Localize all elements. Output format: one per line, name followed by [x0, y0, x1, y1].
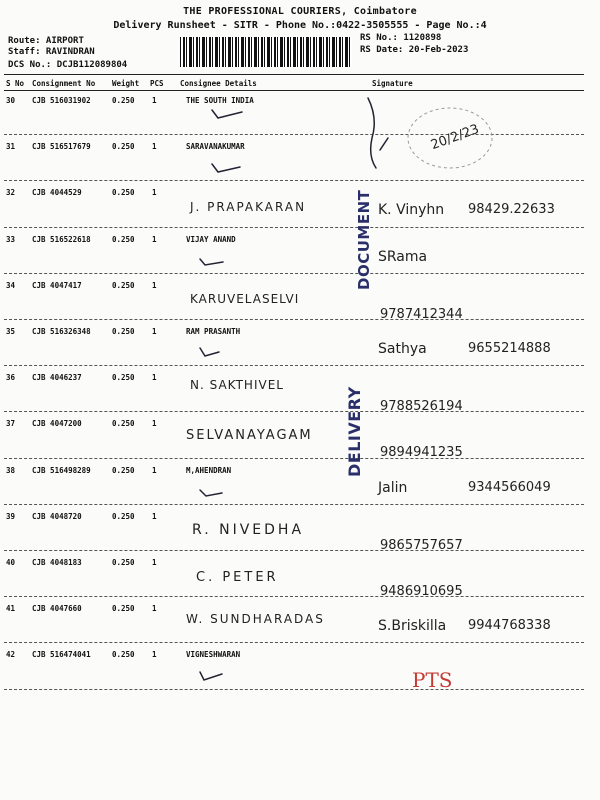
rs-date: RS Date: 20-Feb-2023 [360, 45, 469, 55]
row-phone: 9865757657 [380, 537, 463, 553]
row-weight: 0.250 [112, 280, 135, 290]
row-consignment-no: CJB 4044529 [32, 188, 82, 198]
row-sno: 32 [6, 188, 16, 198]
hand-name-39: R. NIVEDHA [192, 522, 305, 538]
row-consignment-no: CJB 516326348 [32, 327, 91, 336]
row-consignment-no: CJB 516522618 [32, 234, 91, 244]
row-phone: 9894941235 [380, 445, 463, 461]
row-pcs: 1 [152, 419, 157, 429]
row-phone: 9486910695 [380, 584, 463, 599]
row-phone: 9944768338 [468, 618, 551, 634]
row-weight: 0.250 [112, 373, 135, 383]
row-consignee: VIJAY ANAND [186, 234, 236, 244]
row-phone: 9787412344 [380, 306, 463, 322]
company-title: THE PROFESSIONAL COURIERS, Coimbatore [183, 6, 417, 17]
row-sno: 36 [6, 373, 16, 383]
check-mark-30 [212, 110, 242, 118]
row-consignment-no: CJB 4048183 [32, 558, 82, 567]
check-mark-35 [200, 348, 219, 356]
row-weight: 0.250 [112, 558, 135, 567]
check-mark-33 [200, 259, 223, 265]
col-signature: Signature [372, 79, 413, 88]
row-sno: 31 [6, 142, 16, 152]
row-weight: 0.250 [112, 650, 135, 660]
signature-scribble-31 [380, 138, 388, 150]
row-signature: K. Vinyhn [378, 202, 445, 219]
row-pcs: 1 [152, 558, 157, 567]
row-consignment-no: CJB 516498289 [32, 465, 91, 475]
row-sno: 42 [6, 650, 16, 660]
row-signature: Jalin [378, 479, 408, 496]
row-consignee: M,AHENDRAN [186, 465, 232, 475]
staff: Staff: RAVINDRAN [8, 47, 95, 57]
row-pcs: 1 [152, 234, 157, 244]
row-pcs: 1 [152, 465, 157, 475]
row-phone: 9344566049 [468, 479, 551, 495]
row-sno: 30 [6, 96, 16, 105]
row-consignee: VIGNESHWARAN [186, 650, 241, 660]
runsheet-title: Delivery Runsheet - SITR - Phone No.:0422-3505555 - Page No.:4 [113, 20, 487, 31]
row-signature: SRama [378, 248, 428, 265]
row-consignee: SARAVANAKUMAR [186, 142, 245, 152]
row-sno: 33 [6, 234, 16, 244]
check-mark-31 [212, 164, 240, 172]
row-sno: 41 [6, 604, 16, 614]
row-pcs: 1 [152, 96, 157, 105]
row-weight: 0.250 [112, 511, 135, 521]
row-weight: 0.250 [112, 465, 135, 475]
signature-scribble-30 [368, 98, 376, 168]
hand-name-36: N. SAKTHIVEL [190, 378, 284, 392]
col-sno: S No [6, 79, 25, 88]
row-consignment-no: CJB 4047417 [32, 280, 82, 290]
hand-name-40: C. PETER [196, 570, 279, 585]
row-consignment-no: CJB 4047200 [32, 419, 82, 429]
row-consignment-no: CJB 4046237 [32, 373, 82, 383]
row-pcs: 1 [152, 511, 157, 521]
date-stamp: 20/2/23 [428, 121, 482, 154]
row-sno: 37 [6, 419, 16, 429]
pts-mark: PTS [412, 668, 453, 692]
row-pcs: 1 [152, 188, 157, 198]
row-pcs: 1 [152, 650, 157, 660]
row-consignment-no: CJB 4047660 [32, 604, 82, 614]
row-pcs: 1 [152, 142, 157, 152]
dcs-number: DCS No.: DCJB112089804 [8, 60, 128, 70]
check-mark-38 [200, 490, 222, 496]
hand-name-37: SELVANAYAGAM [186, 428, 313, 443]
row-consignment-no: CJB 516517679 [32, 142, 91, 152]
row-sno: 40 [6, 558, 16, 567]
row-phone: 9655214888 [468, 341, 551, 356]
row-pcs: 1 [152, 604, 157, 614]
row-signature: Sathya [378, 341, 427, 357]
row-weight: 0.250 [112, 96, 135, 105]
route: Route: AIRPORT [8, 36, 84, 46]
rs-number: RS No.: 1120898 [360, 33, 442, 43]
col-weight: Weight [112, 79, 140, 88]
col-consignment: Consignment No [32, 79, 96, 88]
row-phone: 98429.22633 [468, 202, 555, 218]
col-pcs: PCS [150, 79, 164, 88]
row-weight: 0.250 [112, 604, 135, 614]
row-sno: 34 [6, 280, 16, 290]
row-consignee: THE SOUTH INDIA [186, 96, 254, 105]
row-consignment-no: CJB 516474041 [32, 650, 91, 660]
runsheet-page: THE PROFESSIONAL COURIERS, Coimbatore Delivery Runsheet - SITR - Phone No.:0422-3505555 - Page No.:4 Route: AIRPORT Staff: RAVINDRAN DCS No.: DCJB112089804 RS No.: 1120898 RS Date: 20-Feb-2023 S No Consignment No Weight PCS Consignee Details Signature 30 CJB 516031902 0.250 1 THE SOUTH INDIA 31 CJB 516517679 0.250 1 SARAVANAKUMAR 32 CJB 4044529 0.250 1 K. Vinyhn 98429.22633 33 CJB 516522618 0.250 1 VIJAY ANAND SRama 34 CJB 4047417 0.250 1 9787412344 35 CJB 516326348 0.250 1 RAM PRASANTH Sathya 9655214888 36 CJB 4046237 0.250 1 9788526194 37 CJB 4047200 0.250 1 9894941235 38 CJB 516498289 0.250 1 M,AHENDRAN Jalin 9344566049 39 CJB 4048720 0.250 1 9865757657 40 CJB 4048183 0.250 1 9486910695 41 CJB 4047660 0.250 1 S.Briskilla 9944768338 42 CJB 516474041 0.250 1 VIGNESHWARAN J. PRAPAKARAN KARUVELASELVI N. SAKTHIVEL SELVANAYAGAM R. NIVEDHA C. PETER W. SUNDHARADAS 20/2/23 DOCUMENT DELIVERY PTS [0, 0, 600, 800]
row-sno: 35 [6, 327, 16, 336]
row-weight: 0.250 [112, 234, 135, 244]
row-phone: 9788526194 [380, 399, 463, 415]
hand-name-32: J. PRAPAKARAN [190, 200, 307, 214]
col-consignee: Consignee Details [180, 79, 257, 88]
row-consignee: RAM PRASANTH [186, 327, 241, 336]
row-sno: 39 [6, 511, 16, 521]
row-weight: 0.250 [112, 327, 135, 336]
check-mark-42 [200, 672, 222, 680]
row-weight: 0.250 [112, 419, 135, 429]
row-weight: 0.250 [112, 142, 135, 152]
row-pcs: 1 [152, 373, 157, 383]
row-pcs: 1 [152, 327, 157, 336]
row-weight: 0.250 [112, 188, 135, 198]
row-sno: 38 [6, 465, 16, 475]
row-consignment-no: CJB 516031902 [32, 96, 91, 105]
hand-name-41: W. SUNDHARADAS [186, 612, 325, 626]
hand-name-34: KARUVELASELVI [190, 292, 300, 306]
row-pcs: 1 [152, 280, 157, 290]
row-consignment-no: CJB 4048720 [32, 511, 82, 521]
row-signature: S.Briskilla [378, 618, 447, 635]
